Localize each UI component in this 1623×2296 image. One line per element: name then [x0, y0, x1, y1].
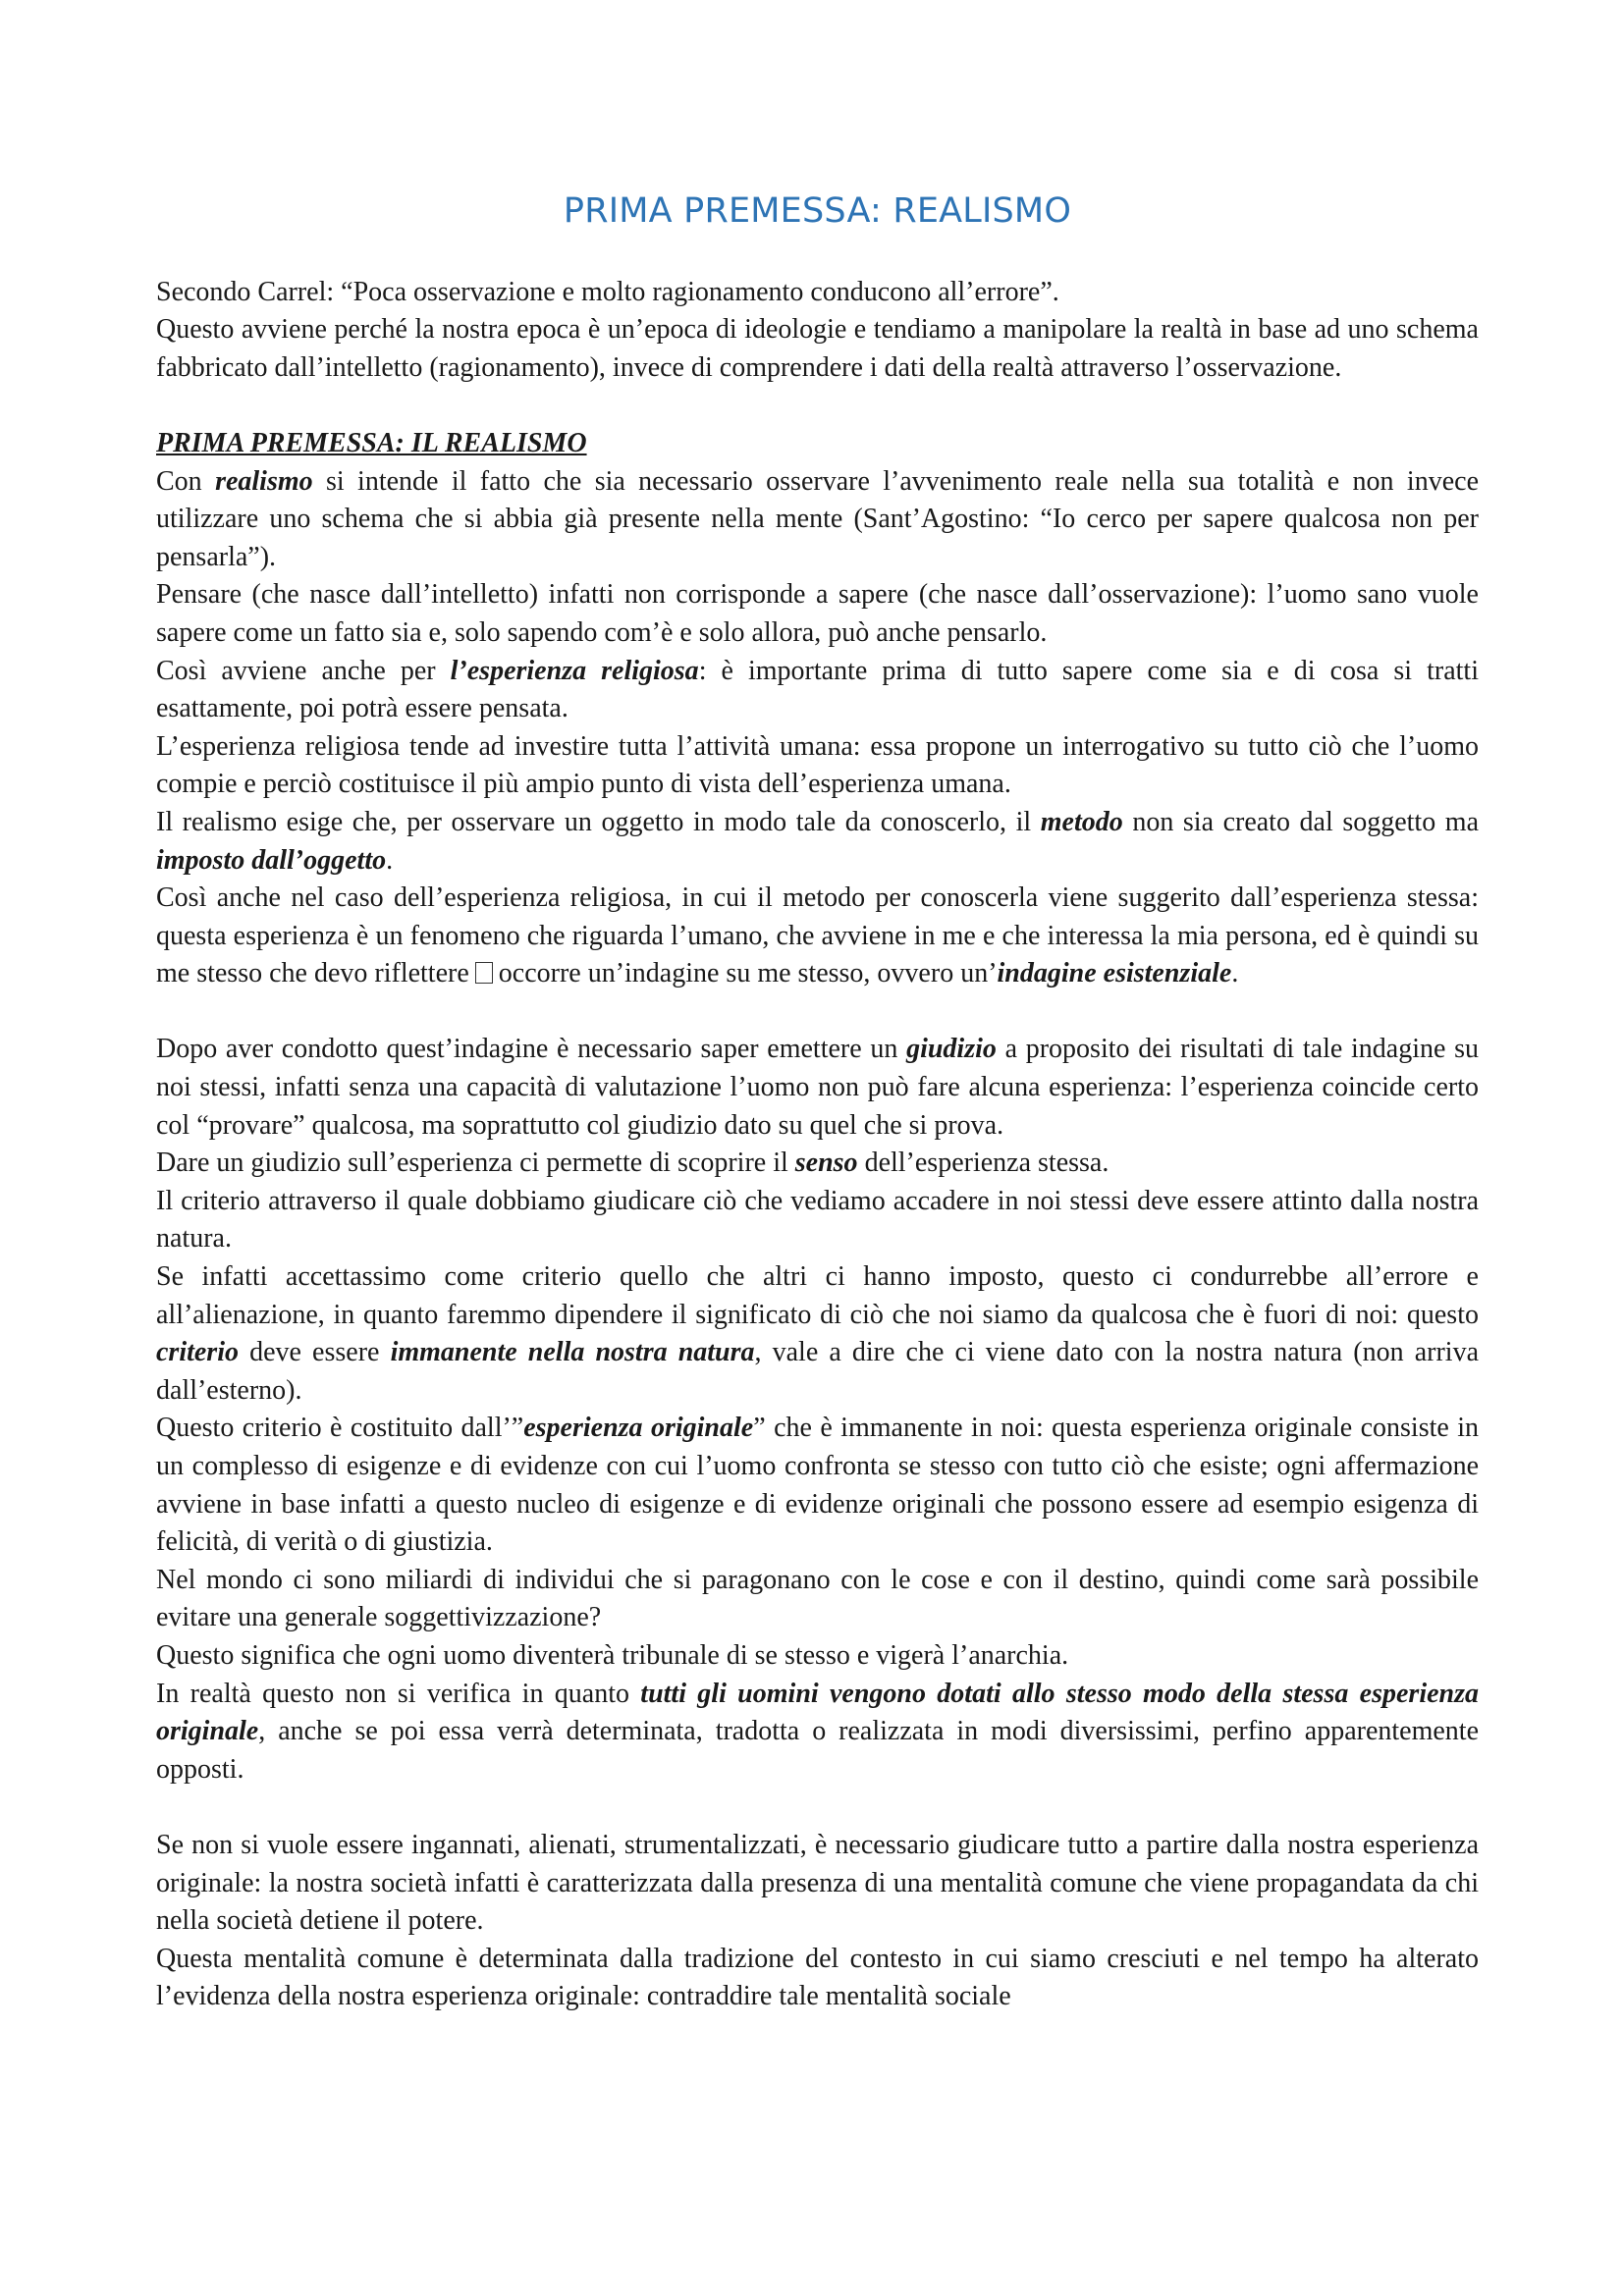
- paragraph-pensare: Pensare (che nasce dall’intelletto) infatti non corrisponde a sapere (che nasce dall’osservazione): l’uomo sano vuole sapere come un fatto sia e, solo sapendo com’è e solo allora, può anche pensarlo.: [156, 579, 1479, 648]
- text: .: [1231, 958, 1239, 989]
- paragraph-uomini: [156, 1676, 1479, 1789]
- text: dell’esperienza stessa.: [857, 1148, 1109, 1179]
- paragraph-esperienza-religiosa: [156, 653, 1479, 728]
- emphasis: metodo: [1040, 806, 1123, 837]
- emphasis: imposto dall’oggetto: [156, 844, 387, 876]
- paragraph-alienazione: [156, 1258, 1479, 1410]
- paragraph-indagine: [156, 880, 1479, 993]
- emphasis: realismo: [215, 465, 313, 497]
- text: Così avviene anche per: [156, 655, 451, 686]
- paragraph-soggettivizzazione: Nel mondo ci sono miliardi di individui che si paragonano con le cose e con il destino, quindi come sarà possibile evitare una generale soggettivizzazione?: [156, 1564, 1479, 1633]
- text: , anche se poi essa verrà determinata, tradotta o realizzata in modi diversissimi, perfino apparentemente opposti.: [156, 1716, 1479, 1785]
- paragraph-metodo: [156, 804, 1479, 880]
- text: non sia creato dal soggetto ma: [1122, 806, 1479, 837]
- paragraph-anarchia: Questo significa che ogni uomo diventerà tribunale di se stesso e vigerà l’anarchia.: [156, 1639, 1069, 1671]
- paragraph-esperienza-originale: [156, 1410, 1479, 1561]
- text: .: [386, 844, 394, 876]
- text: Il realismo esige che, per osservare un oggetto in modo tale da conoscerlo, il: [156, 806, 1041, 837]
- emphasis: l’esperienza religiosa: [450, 655, 699, 686]
- text: occorre un’indagine su me stesso, ovvero un’: [498, 958, 998, 989]
- arrow-icon: [475, 962, 493, 984]
- document-page: [156, 192, 1479, 2016]
- spacer: [156, 387, 1479, 425]
- text: Dopo aver condotto quest’indagine è necessario saper emettere un: [156, 1034, 907, 1065]
- text: Così anche nel caso dell’esperienza religiosa, in cui il metodo per conoscerla viene suggerito dall’esperienza stessa: questa esperienza è un fenomeno che riguarda l’umano, che avviene in me e che interessa la mia persona, ed è quindi su me stesso che devo riflettere: [156, 882, 1479, 989]
- section-heading: PRIMA PREMESSA: IL REALISMO: [156, 427, 587, 458]
- spacer: [156, 1789, 1479, 1827]
- paragraph-senso: [156, 1145, 1479, 1183]
- text: Con: [156, 465, 216, 497]
- text: Se infatti accettassimo come criterio quello che altri ci hanno imposto, questo ci condurrebbe all’errore e all’alienazione, in quanto faremmo dipendere il significato di ciò che noi siamo da qualcosa che è fuori di noi: questo: [156, 1261, 1479, 1330]
- emphasis: tutti gli uomini vengono dotati allo stesso modo della stessa esperienza originale: [156, 1678, 1479, 1747]
- intro-paragraph-2: Questo avviene perché la nostra epoca è un’epoca di ideologie e tendiamo a manipolare la realtà in base ad uno schema fabbricato dall’intelletto (ragionamento), invece di comprendere i dati della realtà attraverso l’osservazione.: [156, 314, 1479, 383]
- text: ” che è immanente in noi: questa esperienza originale consiste in un complesso di esigenze e di evidenze con cui l’uomo confronta se stesso con tutto ciò che esiste; ogni affermazione avviene in base infatti a questo nucleo di esigenze e di evidenze originali che possono essere ad esempio esigenza di felicità, di verità o di giustizia.: [156, 1413, 1480, 1558]
- emphasis: criterio: [156, 1337, 239, 1368]
- paragraph-attivita-umana: L’esperienza religiosa tende ad investire tutta l’attività umana: essa propone un interrogativo su tutto ciò che l’uomo compie e perciò costituisce il più ampio punto di vista dell’esperienza umana.: [156, 730, 1479, 800]
- emphasis: esperienza originale: [523, 1413, 754, 1444]
- paragraph-tradizione: Questa mentalità comune è determinata dalla tradizione del contesto in cui siamo cresciuti e nel tempo ha alterato l’evidenza della nostra esperienza originale: contraddire tale mentalità sociale: [156, 1943, 1479, 2012]
- text: : è importante prima di tutto sapere come sia e di cosa si tratti esattamente, poi potrà essere pensata.: [156, 655, 1479, 724]
- text: si intende il fatto che sia necessario osservare l’avvenimento reale nella sua totalità e non invece utilizzare uno schema che si abbia già presente nella mente (Sant’Agostino: “Io cerco per sapere qualcosa non per pensarla”).: [156, 465, 1479, 572]
- page-title: PRIMA PREMESSA: REALISMO: [563, 191, 1072, 231]
- emphasis: immanente nella nostra natura: [390, 1337, 755, 1368]
- paragraph-criterio: Il criterio attraverso il quale dobbiamo giudicare ciò che vediamo accadere in noi stessi deve essere attinto dalla nostra natura.: [156, 1185, 1479, 1255]
- text: deve essere: [239, 1337, 391, 1368]
- intro-paragraph-1: Secondo Carrel: “Poca osservazione e molto ragionamento conducono all’errore”.: [156, 276, 1059, 307]
- emphasis: giudizio: [906, 1034, 997, 1065]
- emphasis: senso: [794, 1148, 858, 1179]
- spacer: [156, 993, 1479, 1032]
- emphasis: indagine esistenziale: [997, 958, 1232, 989]
- paragraph-mentalita-comune: Se non si vuole essere ingannati, alienati, strumentalizzati, è necessario giudicare tutto a partire dalla nostra esperienza originale: la nostra società infatti è caratterizzata dalla presenza di una mentalità comune che viene propagandata da chi nella società detiene il potere.: [156, 1829, 1479, 1937]
- text: a proposito dei risultati di tale indagine su noi stessi, infatti senza una capacità di valutazione l’uomo non può fare alcuna esperienza: l’esperienza coincide certo col “provare” qualcosa, ma soprattutto col giudizio dato su quel che si prova.: [156, 1034, 1480, 1141]
- text: , vale a dire che ci viene dato con la nostra natura (non arriva dall’esterno).: [156, 1337, 1479, 1406]
- paragraph-realismo: [156, 463, 1479, 577]
- paragraph-giudizio: [156, 1031, 1479, 1145]
- text: Questo criterio è costituito dall’”: [156, 1413, 524, 1444]
- text: Dare un giudizio sull’esperienza ci permette di scoprire il: [156, 1148, 795, 1179]
- text: In realtà questo non si verifica in quanto: [156, 1678, 641, 1709]
